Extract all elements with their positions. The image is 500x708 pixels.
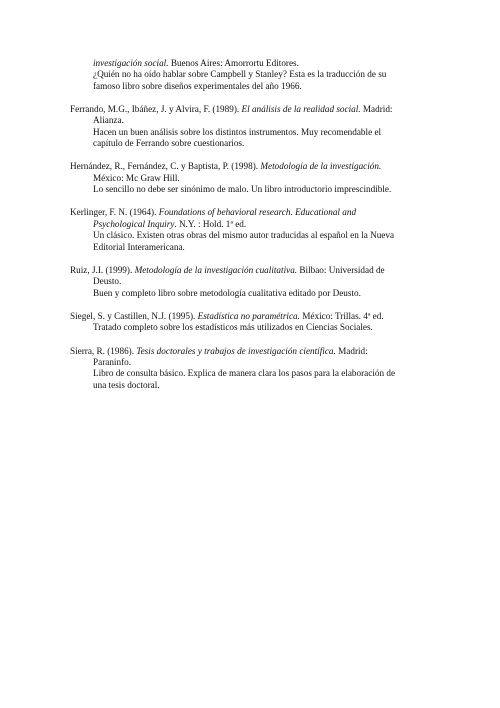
- citation-line: [70, 161, 432, 172]
- citation-line: [70, 173, 432, 184]
- annotation-line: ¿Quién no ha oído hablar sobre Campbell y Stanley? Esta es la traducción de su: [93, 69, 387, 80]
- annotation-line: Tratado completo sobre los estadísticos más utilizados en Ciencias Sociales.: [93, 322, 373, 333]
- citation-text: Madrid:: [360, 104, 393, 115]
- citation-text: Ferrando, M.G., Ibáñez, J. y Alvira, F. (1989).: [70, 104, 242, 115]
- citation-line: [70, 357, 432, 368]
- bibliography-entry-sierra: [70, 346, 432, 392]
- citation-title-text: investigación social.: [93, 58, 169, 68]
- citation-line: [70, 58, 432, 69]
- citation-line: [70, 115, 432, 126]
- annotation-line: Lo sencillo no debe ser sinónimo de malo. Un libro introductorio imprescindible.: [93, 184, 392, 195]
- bibliography-entry-ruiz: [70, 265, 432, 299]
- citation-text: . N.Y. : Hold. 1ª ed.: [174, 218, 247, 229]
- citation-text: Bilbao: Universidad de: [297, 264, 385, 275]
- bibliography-entry-kerlinger: [70, 207, 432, 253]
- citation-line: [70, 219, 432, 230]
- annotation-line: famoso libro sobre diseños experimentales del año 1966.: [93, 80, 302, 91]
- citation-title-text: Foundations of behavioral research. Educational and: [158, 207, 357, 218]
- citation-line: [70, 207, 432, 218]
- bibliography-entry-ferrando: [70, 104, 432, 150]
- bibliography-entry-siegel: [70, 311, 432, 334]
- citation-text: Sierra, R. (1986).: [70, 345, 137, 356]
- citation-text: Paraninfo.: [93, 356, 132, 367]
- citation-text: Hernández, R., Fernández, C. y Baptista, P. (1998).: [70, 161, 261, 172]
- citation-text: Buenos Aires: Amorrortu Editores.: [168, 58, 299, 68]
- citation-text: México: Trillas. 4ª ed.: [299, 310, 384, 321]
- citation-title-text: Psychological Inquiry: [93, 218, 175, 229]
- annotation-line: Libro de consulta básico. Explica de manera clara los pasos para la elaboración de: [93, 368, 396, 379]
- bibliography-entry-continuation: [70, 58, 432, 92]
- citation-text: Kerlinger, F. N. (1964).: [70, 207, 159, 218]
- annotation-line: Editorial Interamericana.: [93, 241, 185, 252]
- bibliography-list: [70, 58, 432, 391]
- citation-text: México: Mc Graw Hill.: [93, 172, 180, 183]
- citation-title-text: Estadística no paramétrica.: [197, 310, 300, 321]
- citation-title-text: Tesis doctorales y trabajos de investigación científica.: [136, 345, 336, 356]
- citation-title-text: Metodología de la investigación.: [260, 161, 382, 172]
- citation-line: [70, 311, 432, 322]
- citation-text: Madrid:: [335, 345, 368, 356]
- citation-line: [70, 265, 432, 276]
- annotation-line: Un clásico. Existen otras obras del mismo autor traducidas al español en la Nueva: [93, 230, 395, 241]
- annotation-line: capítulo de Ferrando sobre cuestionarios.: [93, 138, 245, 149]
- citation-text: Deusto.: [93, 276, 122, 287]
- bibliography-entry-hernandez: [70, 161, 432, 195]
- citation-text: Siegel, S. y Castillen, N.J. (1995).: [70, 310, 198, 321]
- citation-text: Ruiz, J.I. (1999).: [70, 264, 135, 275]
- citation-line: [70, 104, 432, 115]
- citation-line: [70, 346, 432, 357]
- annotation-line: una tesis doctoral.: [93, 379, 160, 390]
- citation-title-text: El análisis de la realidad social.: [241, 104, 361, 115]
- citation-title-text: Metodología de la investigación cualitativa.: [134, 264, 298, 275]
- citation-line: [70, 276, 432, 287]
- annotation-line: Hacen un buen análisis sobre los distintos instrumentos. Muy recomendable el: [93, 126, 382, 137]
- annotation-line: Buen y completo libro sobre metodología cualitativa editado por Deusto.: [93, 287, 361, 298]
- citation-text: Alianza.: [93, 115, 124, 126]
